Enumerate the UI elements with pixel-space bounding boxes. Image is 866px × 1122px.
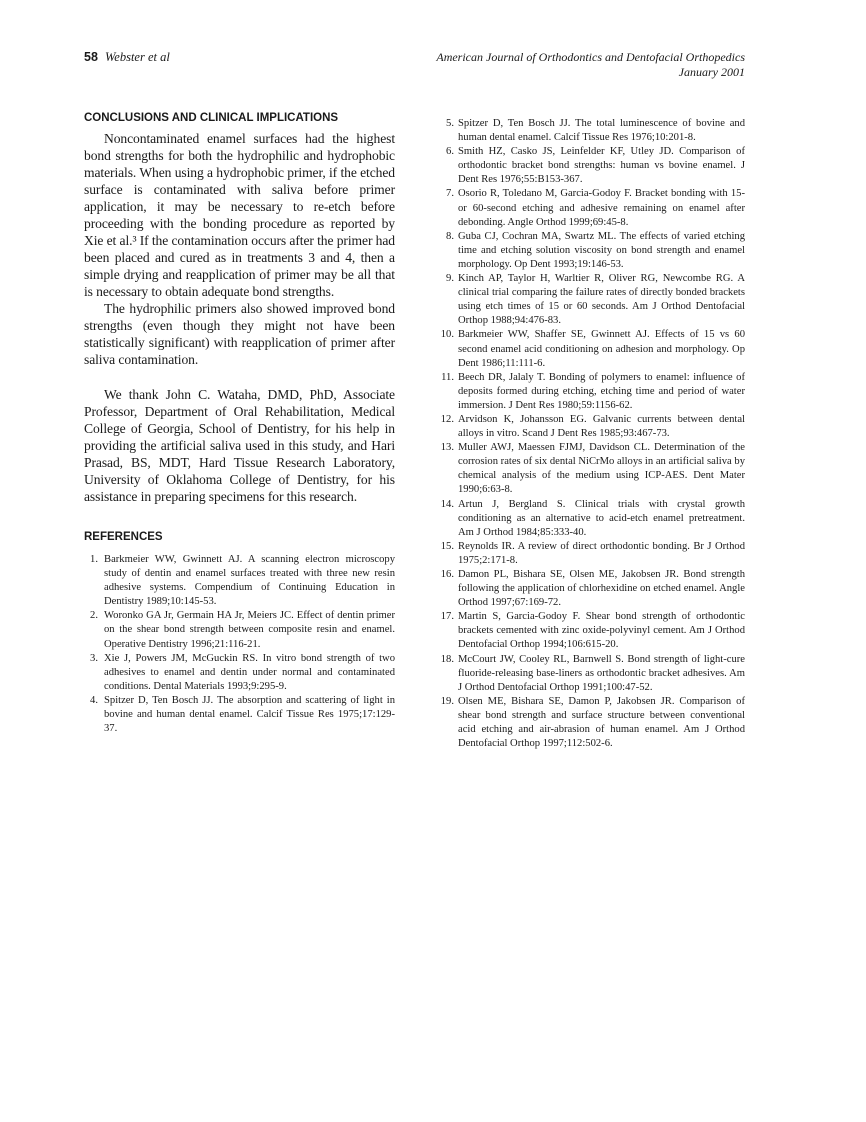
reference-item bbox=[440, 187, 745, 229]
issue-date: January 2001 bbox=[678, 65, 745, 79]
reference-number: 2. bbox=[90, 610, 98, 622]
reference-item bbox=[84, 694, 395, 736]
reference-number: 3. bbox=[90, 652, 98, 664]
reference-number: 12. bbox=[440, 413, 454, 425]
reference-text: Artun J, Bergland S. Clinical trials with crystal growth conditioning as an alternative to acid-etch enamel pretreatment. Am J Orthod 1984;85:333-40. bbox=[458, 498, 745, 538]
reference-text: Kinch AP, Taylor H, Warltier R, Oliver RG, Newcombe RG. A clinical trial comparing the failure rates of directly bonded brackets using etch times of 15 or 60 seconds. Am J Orthod Dentofacial Orthop 1988;94:476-83. bbox=[458, 273, 745, 327]
running-authors: Webster et al bbox=[105, 50, 170, 64]
reference-number: 9. bbox=[446, 273, 454, 285]
reference-number: 8. bbox=[446, 230, 454, 242]
reference-text: Woronko GA Jr, Germain HA Jr, Meiers JC. Effect of dentin primer on the shear bond strength between composite resin and enamel. Operative Dentistry 1996;21:116-21. bbox=[104, 610, 395, 650]
reference-text: Olsen ME, Bishara SE, Damon P, Jakobsen JR. Comparison of shear bond strength and surface structure between conventional acid etching and air-abrasion of human enamel. Am J Orthod Dentofacial Orthop 1997;112:502-6. bbox=[458, 695, 745, 750]
reference-item bbox=[440, 695, 745, 751]
page-number: 58 bbox=[84, 50, 98, 64]
conclusions-paragraph: Noncontaminated enamel surfaces had the highest bond strengths for both the hydrophilic and hydrophobic materials. When using a hydrophobic primer, if the etched surface is contaminated with saliva before primer application, it may be necessary to re-etch before proceeding with the bonding procedure as reported by Xie et al.³ If the contamination occurs after the primer had been placed and cured as in treatments 3 and 4, then a simple drying and reapplication of primer may be all that is necessary to obtain adequate bond strengths. bbox=[84, 131, 395, 299]
reference-item bbox=[440, 371, 745, 413]
reference-item bbox=[440, 653, 745, 695]
conclusions-paragraph: The hydrophilic primers also showed improved bond strengths (even though they might not have been statistically significant) with reapplication of primer after saliva contamination. bbox=[84, 301, 395, 367]
section-heading-references: REFERENCES bbox=[84, 531, 163, 543]
reference-text: Smith HZ, Casko JS, Leinfelder KF, Utley JD. Comparison of orthodontic bracket bond strengths: human vs bovine enamel. J Dent Res 1976;55:B153-367. bbox=[458, 146, 745, 186]
reference-item bbox=[84, 652, 395, 694]
reference-list bbox=[84, 553, 395, 736]
reference-text: Beech DR, Jalaly T. Bonding of polymers to enamel: influence of deposits formed during etching, etching time and period of water immersion. J Dent Res 1980;59:1156-62. bbox=[458, 371, 745, 411]
reference-number: 16. bbox=[440, 569, 454, 580]
reference-item bbox=[440, 568, 745, 610]
reference-text: Arvidson K, Johansson EG. Galvanic currents between dental alloys in vitro. Scand J Dent Res 1985;93:467-73. bbox=[458, 413, 745, 440]
reference-text: Muller AWJ, Maessen FJMJ, Davidson CL. Determination of the corrosion rates of six dental NiCrMo alloys in an artificial saliva by chemical analysis of the medium using ICP-AES. Dent Mater 1990;6:63-8. bbox=[458, 442, 745, 496]
reference-text: Osorio R, Toledano M, Garcia-Godoy F. Bracket bonding with 15- or 60-second etching and adhesive remaining on enamel after debonding. Angle Orthod 1999;69:45-8. bbox=[458, 188, 745, 228]
reference-item bbox=[440, 610, 745, 652]
reference-item bbox=[440, 230, 745, 272]
reference-item bbox=[84, 609, 395, 651]
reference-text: Spitzer D, Ten Bosch JJ. The absorption and scattering of light in bovine and human dental enamel. Calcif Tissue Res 1975;17:129-37. bbox=[104, 694, 395, 735]
reference-item bbox=[440, 117, 745, 145]
reference-text: Xie J, Powers JM, McGuckin RS. In vitro bond strength of two adhesives to enamel and dentin under normal and contaminated conditions. Dental Materials 1993;9:295-9. bbox=[104, 652, 395, 692]
acknowledgment-paragraph: We thank John C. Wataha, DMD, PhD, Associate Professor, Department of Oral Rehabilitation, Medical College of Georgia, School of Dentistry, for his help in providing the artificial saliva used in this study, and Hari Prasad, BS, MDT, Hard Tissue Research Laboratory, University of Oklahoma College of Dentistry, for his assistance in preparing specimens for this research. bbox=[84, 387, 395, 504]
reference-text: Spitzer D, Ten Bosch JJ. The total luminescence of bovine and human dental enamel. Calcif Tissue Res 1976;10:201-8. bbox=[458, 118, 745, 144]
reference-number: 5. bbox=[446, 118, 454, 129]
reference-text: Damon PL, Bishara SE, Olsen ME, Jakobsen JR. Bond strength following the application of chlorhexidine on etched enamel. Angle Orthod 1997;67:169-72. bbox=[458, 569, 745, 609]
reference-number: 1. bbox=[90, 554, 98, 565]
right-column bbox=[440, 117, 745, 751]
reference-text: Reynolds IR. A review of direct orthodontic bonding. Br J Orthod 1975;2:171-8. bbox=[458, 540, 745, 566]
reference-item bbox=[440, 540, 745, 568]
reference-number: 11. bbox=[441, 371, 454, 383]
left-column bbox=[84, 112, 395, 736]
reference-text: Martin S, Garcia-Godoy F. Shear bond strength of orthodontic brackets cemented with zinc oxide-polyvinyl cement. Am J Orthod Dentofacial Orthop 1994;106:615-20. bbox=[458, 611, 745, 651]
reference-number: 13. bbox=[440, 442, 454, 454]
reference-item bbox=[440, 498, 745, 540]
journal-title: American Journal of Orthodontics and Dentofacial Orthopedics bbox=[436, 50, 745, 64]
reference-number: 10. bbox=[440, 329, 454, 341]
reference-number: 14. bbox=[440, 498, 454, 510]
reference-item bbox=[440, 413, 745, 441]
reference-number: 6. bbox=[446, 146, 454, 158]
reference-item bbox=[440, 441, 745, 497]
reference-number: 18. bbox=[440, 653, 454, 665]
running-header-left bbox=[84, 50, 170, 65]
reference-text: McCourt JW, Cooley RL, Barnwell S. Bond strength of light-cure fluoride-releasing base-liners as orthodontic bracket adhesives. Am J Orthod Dentofacial Orthop 1991;100:47-52. bbox=[458, 653, 745, 693]
section-heading-conclusions: CONCLUSIONS AND CLINICAL IMPLICATIONS bbox=[84, 112, 339, 124]
reference-number: 4. bbox=[90, 694, 98, 706]
reference-text: Barkmeier WW, Gwinnett AJ. A scanning electron microscopy study of dentin and enamel surfaces treated with three new resin adhesive systems. Compendium of Continuing Education in Dentistry 1989;10:145-53. bbox=[104, 554, 395, 608]
reference-text: Barkmeier WW, Shaffer SE, Gwinnett AJ. Effects of 15 vs 60 second enamel acid conditioning on adhesion and morphology. Op Dent 1986;11:111-6. bbox=[458, 329, 745, 369]
reference-number: 17. bbox=[440, 611, 454, 623]
reference-item bbox=[440, 145, 745, 187]
reference-item bbox=[84, 553, 395, 609]
reference-number: 19. bbox=[440, 695, 454, 707]
running-header-right bbox=[436, 50, 745, 80]
reference-number: 15. bbox=[440, 540, 454, 552]
reference-item bbox=[440, 328, 745, 370]
reference-item bbox=[440, 272, 745, 328]
reference-list bbox=[440, 117, 745, 751]
reference-number: 7. bbox=[446, 188, 454, 200]
reference-text: Guba CJ, Cochran MA, Swartz ML. The effects of varied etching time and etching solution viscosity on bond strength and enamel morphology. Op Dent 1993;19:146-53. bbox=[458, 230, 745, 270]
